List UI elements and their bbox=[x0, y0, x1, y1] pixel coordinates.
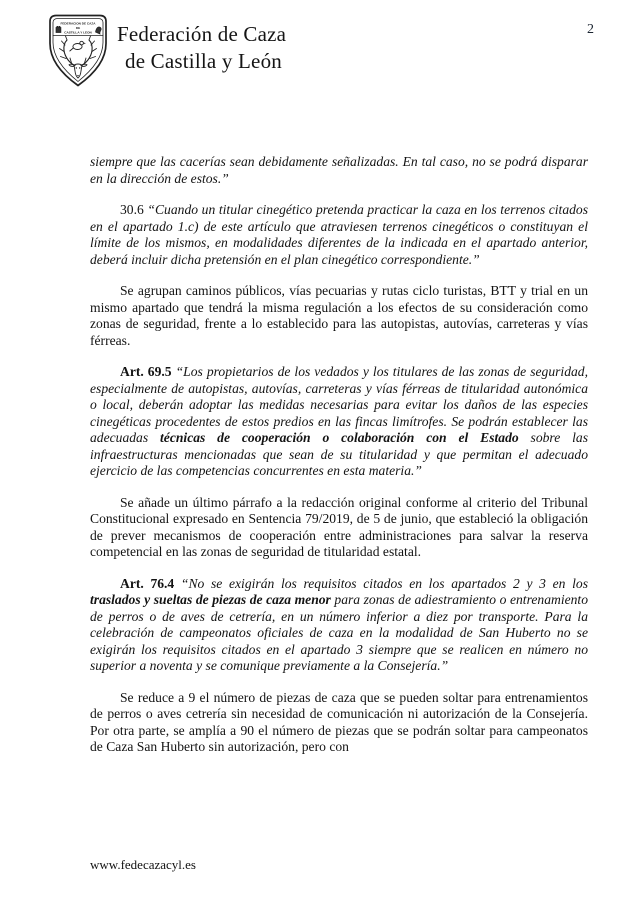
text-run: “No se exigirán los requisitos citados en los apartados 2 y 3 en los bbox=[180, 575, 588, 591]
org-name bbox=[117, 21, 286, 75]
text-run: Art. 69.5 bbox=[120, 364, 176, 379]
text-run: “Cuando un titular cinegético pretenda practicar la caza en los terrenos citados en el apartado 1.c) de este artículo que atraviesen terrenos cinegéticos o constituyan el límite de los mismos, en modalidades diferentes de la indicada en el apartado anterior, deberá incluir dicha pretensión en el plan cinegético correspondiente.” bbox=[90, 202, 588, 267]
castle-emblem-icon bbox=[56, 26, 61, 32]
paragraph bbox=[90, 495, 588, 561]
text-run: para zonas de adiestramiento o entrenamiento de perros o de aves de cetrería, en un número inferior a diez por transporte. Para la celebración de campeonatos oficiales de caza en la modalidad de San Huberto no se exigirán los requisitos citados en el apartado 3 siempre que se realicen en número no superior a noventa y se comunique previamente a la Consejería.” bbox=[90, 592, 588, 673]
federation-logo bbox=[44, 13, 112, 88]
paragraph bbox=[90, 364, 588, 480]
text-run: Se reduce a 9 el número de piezas de caza que se pueden soltar para entrenamientos de perros o aves cetrería sin necesidad de comunicación ni autorización de la Consejería. Por otra parte, se amplía a 90 el número de piezas que se podrán soltar para campeonatos de Caza San Huberto sin autorización, pero con bbox=[90, 689, 588, 754]
text-run: “Los propietarios de los vedados y los titulares de las zonas de seguridad, especialmente de autopistas, autovías, carreteras y vías férreas de titularidad autonómica o local, deberán adoptar las medidas necesarias para evitar los daños de las especies cinegéticas procedentes de estos predios en las fincas limítrofes. Se podrán establecer las adecuadas bbox=[90, 364, 588, 445]
page-number: 2 bbox=[587, 22, 594, 37]
org-name-line1: Federación de Caza bbox=[117, 22, 287, 46]
lion-emblem-icon bbox=[96, 27, 102, 34]
deer-antlers-icon bbox=[60, 36, 97, 66]
text-run: técnicas de cooperación o colaboración con el Estado bbox=[160, 430, 519, 445]
text-run: sobre las infraestructuras mencionadas que sean de su titularidad y que permitan el adecuado ejercicio de las competencias concurrentes en esta materia.” bbox=[90, 430, 588, 478]
federation-crest-icon bbox=[44, 13, 112, 88]
org-name-line2: de Castilla y León bbox=[125, 49, 282, 73]
paragraph bbox=[90, 202, 588, 268]
bird-icon bbox=[70, 41, 85, 51]
paragraph bbox=[90, 576, 588, 675]
footer-url: www.fedecazacyl.es bbox=[90, 857, 196, 872]
text-run: Art. 76.4 bbox=[120, 575, 181, 591]
text-run: Se agrupan caminos públicos, vías pecuarias y rutas ciclo turistas, BTT y trial en un mismo apartado que tendrá la misma regulación a los efectos de su consideración como zonas de seguridad, frente a lo establecido para las autopistas, autovías, carreteras y vías férreas. bbox=[90, 283, 588, 348]
text-run: siempre que las cacerías sean debidamente señalizadas. En tal caso, no se podrá disparar en la dirección de estos.” bbox=[90, 154, 588, 186]
paragraph bbox=[90, 690, 588, 756]
logo-band-line2: DE bbox=[75, 26, 81, 30]
text-run: Se añade un último párrafo a la redacción original conforme al criterio del Tribunal Constitucional expresado en Sentencia 79/2019, de 5 de junio, que estableció la obligación de prever mecanismos de cooperación entre administraciones para salvar la reserva competencial en las zonas de seguridad de titularidad estatal. bbox=[90, 494, 588, 559]
paragraph bbox=[90, 283, 588, 349]
text-run: 30.6 bbox=[120, 202, 148, 217]
logo-band-line1: FEDERACION DE CAZA bbox=[60, 21, 96, 26]
document-body bbox=[90, 154, 588, 771]
paragraph bbox=[90, 154, 588, 187]
logo-band-line3: CASTILLA Y LEON bbox=[64, 30, 92, 35]
text-run: traslados y sueltas de piezas de caza menor bbox=[90, 592, 331, 607]
